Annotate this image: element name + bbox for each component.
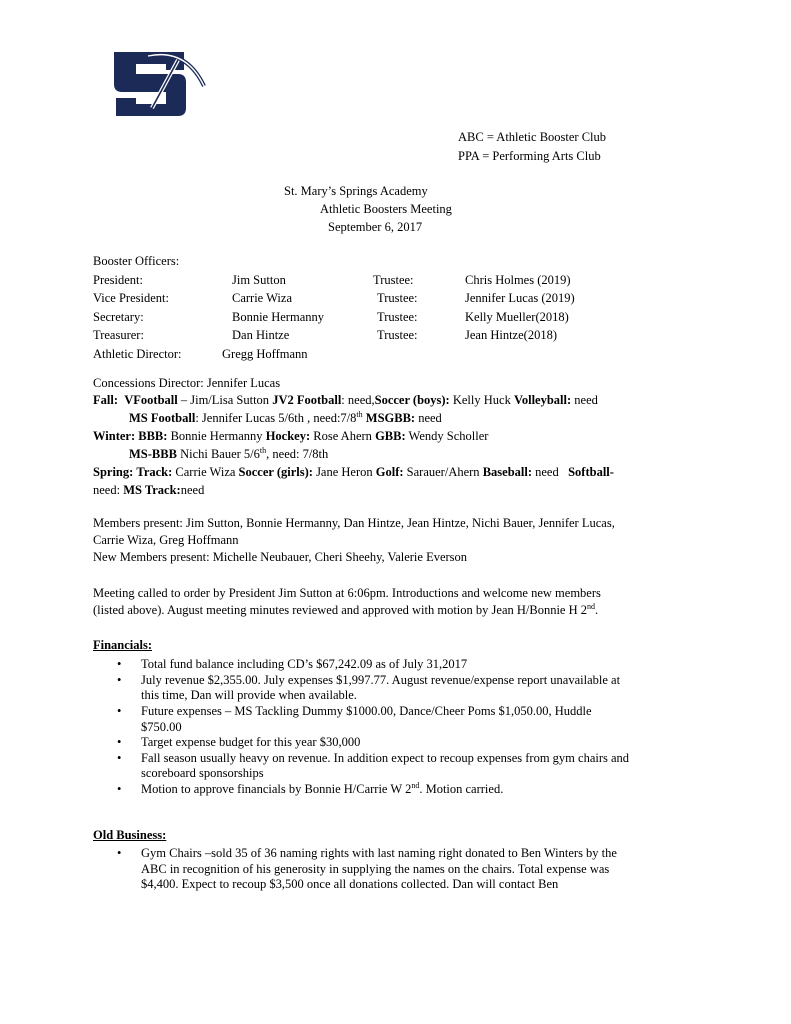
athletic-director-row (93, 347, 693, 366)
list-item: • Future expenses – MS Tackling Dummy $1000.00, Dance/Cheer Poms $1,050.00, Huddle $750.00 (93, 704, 713, 735)
members-line: Carrie Wiza, Greg Hoffmann (93, 533, 239, 547)
financials-list (93, 657, 713, 798)
abbreviation-ppa: PPA = Performing Arts Club (458, 149, 601, 163)
old-business-list (93, 846, 713, 893)
document-heading (284, 184, 452, 238)
officer-name: Dan Hintze (232, 328, 290, 342)
officer-name: Jim Sutton (232, 272, 286, 287)
officers-title: Booster Officers: (93, 254, 180, 268)
officer-row (93, 328, 693, 347)
officer-role: President: (93, 272, 143, 287)
officers-table (93, 254, 693, 365)
financials-title: Financials: (93, 638, 153, 652)
trustee-label: Trustee: (377, 291, 418, 305)
school-logo (108, 46, 206, 118)
trustee-name: Chris Holmes (2019) (465, 272, 571, 287)
trustee-label: Trustee: (377, 328, 418, 342)
officer-row (93, 273, 693, 292)
winter-line: Winter: BBB: Bonnie Hermanny Hockey: Rose Ahern GBB: Wendy Scholler (93, 429, 489, 443)
officer-role: Secretary: (93, 309, 144, 324)
trustee-label: Trustee: (373, 272, 414, 287)
officer-name: Bonnie Hermanny (232, 309, 324, 324)
officer-role: Athletic Director: (93, 346, 182, 361)
officer-row (93, 310, 693, 329)
list-item: • Gym Chairs –sold 35 of 36 naming rights with last naming right donated to Ben Winters by the ABC in recognition of his generosity in supplying the names on the chairs. Total expense was $4,400. Expect to recoup $3,500 once all donations collected. Dan will contact Ben (93, 846, 713, 893)
list-item: • Motion to approve financials by Bonnie H/Carrie W 2nd. Motion carried. (93, 782, 713, 798)
spring-line: Spring: Track: Carrie Wiza Soccer (girls): Jane Heron Golf: Sarauer/Ahern Baseball: need Softball- (93, 465, 614, 479)
opening-line: (listed above). August meeting minutes reviewed and approved with motion by Jean H/Bonnie H 2nd. (93, 601, 599, 617)
members-line: Members present: Jim Sutton, Bonnie Hermanny, Dan Hintze, Jean Hintze, Nichi Bauer, Jennifer Lucas, (93, 516, 615, 530)
new-members-line: New Members present: Michelle Neubauer, Cheri Sheehy, Valerie Everson (93, 550, 468, 564)
meeting-date: September 6, 2017 (328, 220, 423, 234)
list-item: • July revenue $2,355.00. July expenses $1,997.77. August revenue/expense report unavailable at this time, Dan will provide when available. (93, 673, 713, 704)
abbreviation-abc: ABC = Athletic Booster Club (458, 130, 607, 144)
trustee-name: Jennifer Lucas (2019) (465, 291, 575, 305)
trustee-name: Kelly Mueller(2018) (465, 309, 569, 324)
list-item: • Target expense budget for this year $30,000 (93, 735, 713, 751)
school-name: St. Mary’s Springs Academy (284, 184, 428, 198)
list-item: • Total fund balance including CD’s $67,242.09 as of July 31,2017 (93, 657, 713, 673)
old-business-title: Old Business: (93, 828, 167, 842)
officer-name: Carrie Wiza (232, 291, 292, 305)
concessions-line: Concessions Director: Jennifer Lucas (93, 376, 281, 390)
officer-name: Gregg Hoffmann (222, 346, 308, 361)
fall-ms-line: MS Football: Jennifer Lucas 5/6th , need:7/8th MSGBB: need (129, 409, 442, 425)
winter-ms-line: MS-BBB Nichi Bauer 5/6th, need: 7/8th (129, 445, 329, 461)
trustee-label: Trustee: (377, 309, 418, 324)
trustee-name: Jean Hintze(2018) (465, 328, 557, 342)
abbreviations (458, 130, 606, 168)
fall-line: Fall: VFootball – Jim/Lisa Sutton JV2 Football: need,Soccer (boys): Kelly Huck Volleyball: need (93, 393, 598, 407)
officer-role: Vice President: (93, 291, 169, 305)
opening-line: Meeting called to order by President Jim Sutton at 6:06pm. Introductions and welcome new members (93, 586, 601, 600)
members-present (93, 516, 713, 567)
meeting-title: Athletic Boosters Meeting (320, 202, 452, 216)
officer-role: Treasurer: (93, 328, 144, 342)
list-item: • Fall season usually heavy on revenue. In addition expect to recoup expenses from gym chairs and scoreboard sponsorships (93, 751, 713, 782)
season-assignments (93, 376, 713, 501)
officer-row (93, 291, 693, 310)
spring-line-2: need: MS Track:need (93, 483, 205, 497)
meeting-opening (93, 586, 713, 620)
